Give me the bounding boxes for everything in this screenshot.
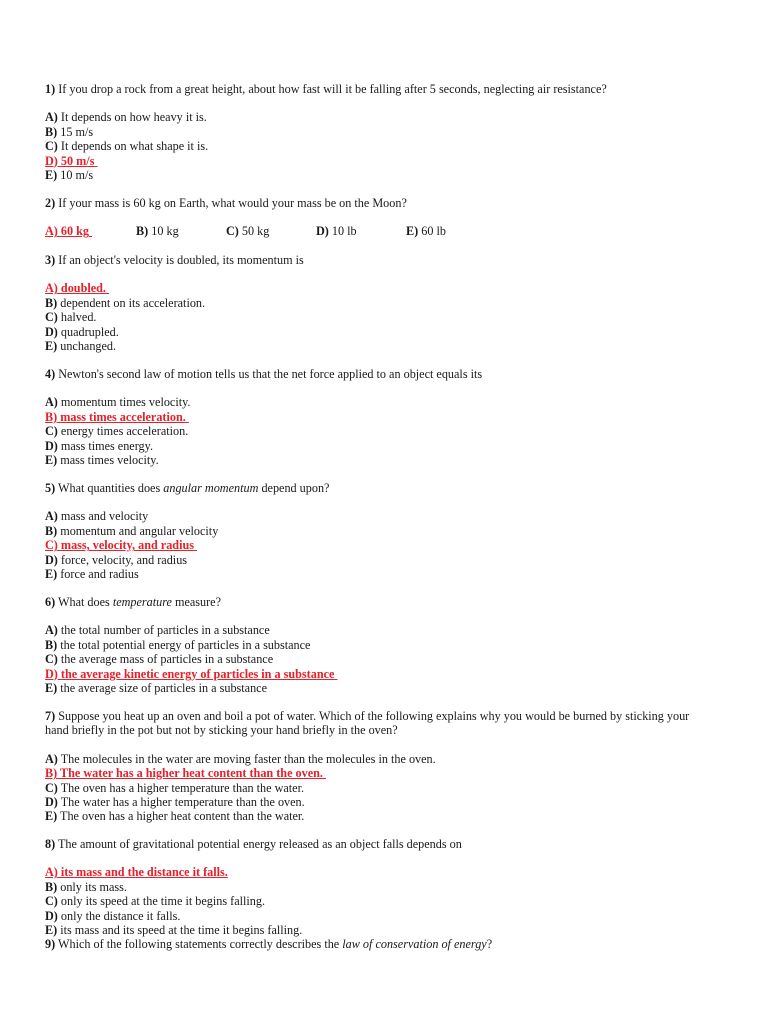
option-text: It depends on how heavy it is.	[60, 110, 207, 125]
option-b-correct	[45, 410, 725, 424]
question-stem: What does	[57, 595, 110, 609]
option-letter: A)	[45, 623, 58, 638]
option-text: mass and velocity	[60, 509, 149, 524]
question-5-text	[45, 481, 725, 495]
option-text: the average kinetic energy of particles in a substance	[60, 666, 335, 681]
question-stem: Suppose you heat up an oven and boil a pot of water. Which of the following explains why you would be burned by sticking your hand briefly in the pot but not by sticking your hand briefly in the oven?	[45, 709, 690, 738]
option-letter: E)	[406, 224, 419, 239]
option-text: mass times energy.	[60, 438, 153, 453]
question-stem-emphasis: law of conservation of energy	[342, 937, 487, 952]
option-text: 50 m/s	[60, 153, 95, 168]
question-9-text	[45, 937, 725, 951]
question-1-text	[45, 82, 725, 96]
option-letter: D)	[45, 908, 58, 923]
option-d	[45, 909, 725, 923]
option-letter: C)	[45, 538, 58, 553]
option-letter: D)	[45, 438, 58, 453]
options-list	[45, 623, 725, 695]
option-letter: D)	[45, 795, 58, 810]
question-7	[45, 709, 725, 824]
question-1	[45, 82, 725, 182]
option-letter: B)	[136, 224, 149, 239]
question-stem: If an object's velocity is doubled, its momentum is	[58, 253, 304, 267]
option-text: 10 lb	[331, 224, 357, 239]
option-text: halved.	[60, 310, 97, 325]
option-letter: B)	[45, 124, 58, 139]
option-b	[45, 524, 725, 538]
option-a	[45, 752, 725, 766]
option-c	[45, 894, 725, 908]
question-4	[45, 367, 725, 467]
question-stem: The amount of gravitational potential energy released as an object falls depends on	[57, 837, 462, 851]
option-b-correct	[45, 766, 725, 780]
option-a-correct	[45, 224, 92, 238]
option-letter: C)	[45, 139, 58, 154]
option-text: momentum and angular velocity	[60, 523, 219, 538]
question-number: 8)	[45, 837, 56, 851]
option-letter: A)	[45, 224, 58, 239]
option-letter: E)	[45, 567, 58, 582]
option-d	[45, 553, 725, 567]
option-e	[45, 923, 725, 937]
option-text: only its speed at the time it begins falling.	[60, 894, 266, 909]
options-list	[45, 395, 725, 467]
option-c	[45, 310, 725, 324]
option-text: unchanged.	[60, 339, 117, 354]
question-7-text	[45, 709, 715, 738]
option-e	[406, 224, 446, 238]
question-stem-end: ?	[486, 937, 493, 952]
option-text: 15 m/s	[60, 124, 94, 139]
option-letter: C)	[45, 652, 58, 667]
option-letter: A)	[45, 751, 58, 766]
question-stem: What quantities does	[57, 481, 161, 495]
option-letter: C)	[45, 424, 58, 439]
option-text: the total potential energy of particles in a substance	[60, 637, 311, 652]
question-stem-emphasis: angular momentum	[163, 481, 259, 495]
option-c	[45, 139, 725, 153]
option-text: its mass and its speed at the time it begins falling.	[60, 923, 303, 938]
question-stem: If your mass is 60 kg on Earth, what would your mass be on the Moon?	[58, 196, 407, 210]
question-stem: If you drop a rock from a great height, about how fast will it be falling after 5 seconds, neglecting air resistance?	[58, 82, 607, 96]
question-5	[45, 481, 725, 581]
option-letter: E)	[45, 339, 58, 354]
option-letter: B)	[45, 409, 58, 424]
option-letter: A)	[45, 509, 58, 524]
question-stem-emphasis: temperature	[112, 595, 172, 609]
option-letter: B)	[45, 523, 58, 538]
option-text: 50 kg	[241, 224, 270, 239]
option-d	[316, 224, 357, 238]
question-number: 4)	[45, 367, 56, 381]
option-b	[136, 224, 179, 238]
option-a-correct	[45, 281, 725, 295]
option-text: The molecules in the water are moving faster than the molecules in the oven.	[60, 751, 436, 766]
options-list	[45, 865, 725, 937]
option-c	[45, 781, 725, 795]
option-text: only the distance it falls.	[60, 908, 181, 923]
option-d-correct	[45, 667, 725, 681]
option-e	[45, 809, 725, 823]
option-a	[45, 509, 725, 523]
option-text: its mass and the distance it falls.	[60, 865, 228, 880]
options-list	[45, 752, 725, 824]
option-text: mass times velocity.	[60, 453, 159, 468]
question-number: 3)	[45, 253, 56, 267]
option-a	[45, 395, 725, 409]
option-text: The water has a higher heat content than the oven.	[60, 766, 323, 781]
question-8-text	[45, 837, 725, 851]
option-text: quadrupled.	[60, 324, 119, 339]
question-3-text	[45, 253, 725, 267]
option-c	[45, 652, 725, 666]
option-letter: D)	[45, 153, 58, 168]
question-number: 6)	[45, 595, 56, 609]
option-text: The oven has a higher heat content than the water.	[60, 809, 305, 824]
options-list	[45, 281, 725, 353]
option-c	[226, 224, 269, 238]
option-text: energy times acceleration.	[60, 424, 189, 439]
question-number: 7)	[45, 709, 56, 723]
option-text: 10 kg	[151, 224, 179, 239]
question-2-text	[45, 196, 725, 210]
option-letter: B)	[45, 766, 58, 781]
option-text: 60 lb	[421, 224, 446, 239]
question-stem: Which of the following statements correctly describes the	[57, 937, 340, 952]
option-d	[45, 795, 725, 809]
option-text: the total number of particles in a substance	[60, 623, 270, 638]
options-list	[45, 509, 725, 581]
option-text: dependent on its acceleration.	[60, 295, 206, 310]
option-letter: C)	[45, 894, 58, 909]
option-letter: E)	[45, 168, 58, 183]
option-text: 60 kg	[60, 224, 90, 239]
option-text: the average mass of particles in a substance	[60, 652, 274, 667]
option-letter: B)	[45, 879, 58, 894]
option-text: force, velocity, and radius	[60, 552, 188, 567]
question-stem-end: depend upon?	[261, 481, 330, 495]
option-text: momentum times velocity.	[60, 395, 191, 410]
option-e	[45, 339, 725, 353]
option-b	[45, 880, 725, 894]
options-list	[45, 110, 725, 182]
option-letter: B)	[45, 637, 58, 652]
option-b	[45, 296, 725, 310]
question-4-text	[45, 367, 725, 381]
option-letter: A)	[45, 865, 58, 880]
option-letter: C)	[45, 780, 58, 795]
option-e	[45, 168, 725, 182]
question-8	[45, 837, 725, 952]
option-text: only its mass.	[60, 879, 127, 894]
option-b	[45, 638, 725, 652]
option-letter: E)	[45, 923, 58, 938]
option-letter: A)	[45, 281, 58, 296]
option-letter: D)	[45, 552, 58, 567]
option-text: It depends on what shape it is.	[60, 139, 209, 154]
option-text: the average size of particles in a substance	[60, 681, 267, 696]
option-e	[45, 567, 725, 581]
option-letter: E)	[45, 809, 58, 824]
option-letter: C)	[226, 224, 239, 239]
option-letter: A)	[45, 395, 58, 410]
question-number: 2)	[45, 196, 56, 210]
option-c-correct	[45, 538, 725, 552]
option-text: The water has a higher temperature than the oven.	[60, 795, 305, 810]
option-d	[45, 439, 725, 453]
option-letter: E)	[45, 681, 58, 696]
question-6	[45, 595, 725, 695]
option-e	[45, 681, 725, 695]
option-c	[45, 424, 725, 438]
option-letter: E)	[45, 453, 58, 468]
option-text: doubled.	[60, 281, 106, 296]
option-b	[45, 125, 725, 139]
option-text: The oven has a higher temperature than the water.	[60, 780, 305, 795]
question-3	[45, 253, 725, 353]
option-a-correct	[45, 865, 725, 879]
question-number: 9)	[45, 937, 56, 952]
option-letter: B)	[45, 295, 58, 310]
question-2	[45, 196, 725, 239]
option-text: force and radius	[60, 567, 139, 582]
question-number: 5)	[45, 481, 56, 495]
option-d	[45, 325, 725, 339]
option-a	[45, 623, 725, 637]
option-letter: A)	[45, 110, 58, 125]
question-number: 1)	[45, 82, 56, 96]
option-d-correct	[45, 154, 725, 168]
option-e	[45, 453, 725, 467]
question-6-text	[45, 595, 725, 609]
option-text: mass, velocity, and radius	[60, 538, 194, 553]
option-a	[45, 110, 725, 124]
options-row	[45, 224, 725, 239]
option-text: 10 m/s	[60, 168, 94, 183]
option-letter: D)	[45, 324, 58, 339]
question-stem: Newton's second law of motion tells us that the net force applied to an object equals its	[58, 367, 483, 381]
option-letter: C)	[45, 310, 58, 325]
question-stem-end: measure?	[174, 595, 221, 609]
option-letter: D)	[316, 224, 329, 239]
option-letter: D)	[45, 666, 58, 681]
option-text: mass times acceleration.	[60, 409, 186, 424]
